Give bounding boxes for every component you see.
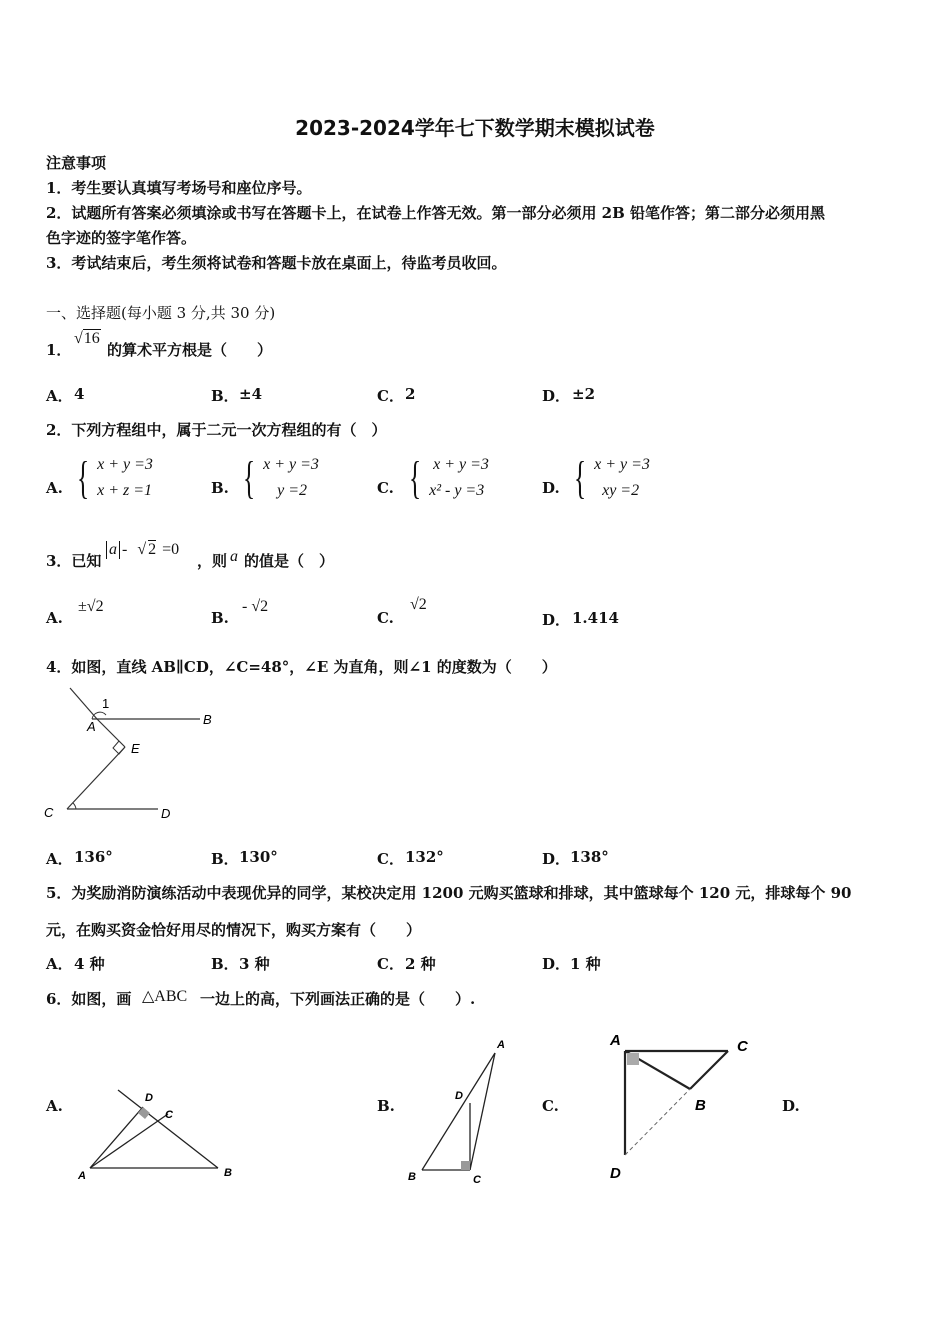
q1-sqrt: √16 — [74, 330, 100, 347]
label-c: C — [44, 805, 54, 820]
q5-text: 5．为奖励消防演练活动中表现优异的同学，某校决定用 1200 元购买篮球和排球，其中篮球每个 120 元，排球每个 90 — [46, 884, 852, 902]
q1-option-a-label: A． — [46, 387, 73, 405]
q3-prefix: 3．已知 — [46, 552, 102, 570]
label-b: B — [203, 712, 212, 727]
q6-suffix: 一边上的高，下列画法正确的是（ ）. — [200, 990, 476, 1008]
q4-option-b-label: B． — [211, 850, 239, 868]
q2-text: 2．下列方程组中，属于二元一次方程组的有（ ） — [46, 421, 387, 439]
notice-item: 1．考生要认真填写考场号和座位序号。 — [46, 179, 312, 197]
equation: x + y =3 — [433, 456, 489, 473]
q4-option-c-label: C． — [377, 850, 404, 868]
q6-figure-a — [70, 1080, 240, 1185]
q6-triangle: △ABC — [142, 988, 188, 1005]
side-ba — [422, 1053, 495, 1170]
q5-option-a-label: A． — [46, 955, 73, 973]
q2-option-d-system — [569, 452, 650, 504]
equation: x² - y =3 — [429, 482, 485, 499]
label-d: D — [610, 1165, 621, 1182]
label-b: B — [408, 1171, 416, 1183]
q2-option-a-label: A. — [46, 479, 63, 497]
q1-option-d-label: D． — [542, 387, 571, 405]
q1-option-c-label: C． — [377, 387, 404, 405]
brace-symbol: { — [76, 452, 90, 503]
notice-heading: 注意事项 — [46, 154, 107, 172]
brace-symbol: { — [408, 452, 422, 503]
section-heading: 一、选择题(每小题 3 分,共 30 分) — [46, 304, 276, 322]
label-a: A — [497, 1039, 505, 1051]
q5-option-b: 3 种 — [239, 955, 270, 973]
q5-option-b-label: B． — [211, 955, 239, 973]
side-ca — [470, 1053, 495, 1170]
q2-option-a-system — [72, 452, 153, 504]
line-segment — [70, 688, 97, 719]
q3-option-c-label: C. — [377, 609, 394, 627]
q3-minus: - — [122, 540, 128, 558]
q3-equals: =0 — [162, 540, 180, 558]
q5-option-c: 2 种 — [405, 955, 436, 973]
q6-option-d-label: D. — [782, 1097, 800, 1115]
q2-option-c-system — [404, 452, 489, 504]
q1-text: 的算术平方根是（ ） — [107, 341, 273, 359]
brace-symbol: { — [242, 452, 256, 503]
side-ac — [90, 1114, 168, 1168]
q2-option-d-label: D. — [542, 479, 560, 497]
q3-option-b: - √2 — [242, 598, 269, 615]
q3-option-a-label: A. — [46, 609, 63, 627]
label-b: B — [695, 1097, 706, 1114]
q3-expression: a - √ 2 =0 — [106, 540, 179, 559]
q3-radicand: 2 — [148, 541, 157, 558]
q1-option-c: 2 — [405, 385, 416, 403]
q4-text: 4．如图，直线 AB∥CD，∠C=48°，∠E 为直角，则∠1 的度数为（ ） — [46, 658, 557, 676]
side-bc — [118, 1090, 218, 1168]
label-c: C — [473, 1174, 481, 1185]
label-d: D — [455, 1090, 463, 1102]
notice-item: 2．试题所有答案必须填涂或书写在答题卡上，在试卷上作答无效。第一部分必须用 2B 铅笔作答；第二部分必须用黑 — [46, 204, 826, 222]
q4-option-a: 136° — [74, 848, 113, 866]
q3-option-c: √2 — [410, 596, 427, 613]
side-bc — [690, 1051, 728, 1089]
page-title: 2023-2024学年七下数学期末模拟试卷 — [295, 116, 655, 140]
right-angle-mark — [627, 1053, 639, 1065]
right-angle-mark — [461, 1161, 470, 1170]
q6-prefix: 6．如图，画 — [46, 990, 132, 1008]
q1-option-a: 4 — [74, 385, 85, 403]
line-ec — [67, 747, 125, 809]
q3-option-d-label: D． — [542, 611, 571, 629]
line-ae — [97, 719, 125, 747]
label-a: A — [78, 1170, 86, 1182]
label-e: E — [131, 741, 140, 756]
q2-option-c-label: C. — [377, 479, 394, 497]
brace-symbol: { — [573, 452, 587, 503]
q5-option-a: 4 种 — [74, 955, 105, 973]
q4-option-b: 130° — [239, 848, 278, 866]
equation: x + z =1 — [97, 482, 153, 499]
right-angle-mark — [138, 1107, 150, 1119]
equation: x + y =3 — [97, 456, 153, 473]
q5-text: 元，在购买资金恰好用尽的情况下，购买方案有（ ） — [46, 921, 422, 939]
q6-figure-b — [400, 1035, 515, 1185]
q3-suffix: ，则 — [197, 552, 228, 570]
right-angle-mark — [113, 741, 125, 754]
angle-arc — [73, 803, 76, 809]
q3-abs-a: a — [106, 541, 120, 559]
q6-figure-c — [600, 1025, 760, 1185]
q6-option-c-label: C. — [542, 1097, 559, 1115]
equation: x + y =3 — [263, 456, 319, 473]
label-1: 1 — [102, 696, 110, 711]
q5-option-c-label: C． — [377, 955, 404, 973]
label-a: A — [610, 1032, 621, 1049]
q5-option-d-label: D． — [542, 955, 571, 973]
equation: xy =2 — [602, 482, 640, 499]
q3-option-b-label: B. — [211, 609, 229, 627]
q3-option-d: 1.414 — [572, 609, 619, 627]
equation: y =2 — [277, 482, 307, 499]
q4-option-c: 132° — [405, 848, 444, 866]
q1-option-d: ±2 — [572, 385, 596, 403]
q6-option-a-label: A. — [46, 1097, 63, 1115]
label-a: A — [87, 719, 96, 734]
q1-number: 1． — [46, 341, 72, 359]
q1-option-b: ±4 — [239, 385, 263, 403]
q6-option-b-label: B. — [377, 1097, 395, 1115]
q4-figure — [40, 685, 230, 825]
q2-option-b-label: B. — [211, 479, 229, 497]
q4-option-d: 138° — [570, 848, 609, 866]
q3-var: a — [230, 548, 238, 565]
label-d: D — [161, 806, 171, 821]
q4-option-d-label: D． — [542, 850, 571, 868]
label-c: C — [737, 1038, 748, 1055]
label-c: C — [165, 1109, 173, 1121]
label-b: B — [224, 1167, 232, 1179]
q3-option-a: ±√2 — [78, 598, 104, 615]
notice-item: 色字迹的签字笔作答。 — [46, 229, 197, 247]
notice-item: 3．考试结束后，考生须将试卷和答题卡放在桌面上，待监考员收回。 — [46, 254, 507, 272]
equation: x + y =3 — [594, 456, 650, 473]
q5-option-d: 1 种 — [570, 955, 601, 973]
q1-option-b-label: B． — [211, 387, 239, 405]
q4-option-a-label: A． — [46, 850, 73, 868]
q3-suffix: 的值是（ ） — [244, 552, 335, 570]
q2-option-b-system — [238, 452, 319, 504]
extension-dashed — [625, 1089, 690, 1155]
label-d: D — [145, 1092, 153, 1104]
q1-radicand: 16 — [83, 330, 100, 347]
